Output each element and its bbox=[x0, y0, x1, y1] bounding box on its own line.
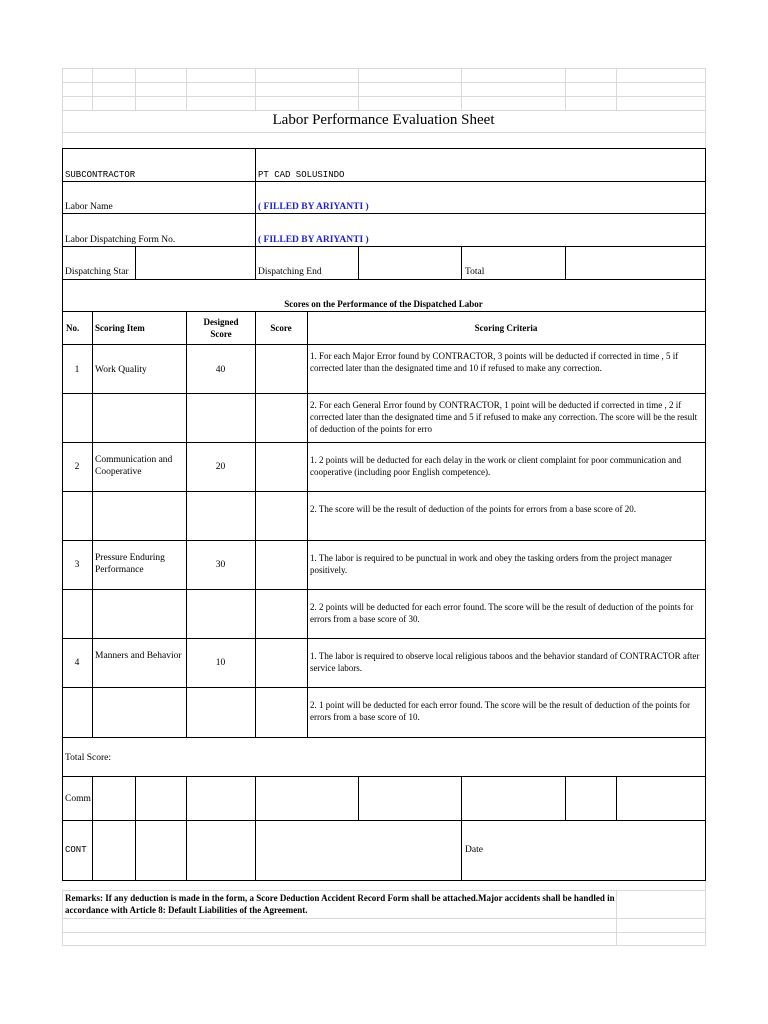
col-divider bbox=[255, 776, 256, 881]
row-divider bbox=[62, 344, 706, 345]
grid-line bbox=[62, 890, 63, 946]
row-divider bbox=[62, 213, 706, 214]
grid-line bbox=[565, 68, 566, 110]
grid-line bbox=[62, 82, 705, 83]
page-title: Labor Performance Evaluation Sheet bbox=[272, 112, 495, 128]
col-divider bbox=[461, 246, 462, 279]
grid-line bbox=[62, 132, 705, 133]
form-no-value: ( FILLED BY ARIYANTI ) bbox=[258, 235, 369, 245]
grid-line bbox=[62, 890, 705, 891]
section-title: Scores on the Performance of the Dispatched Labor bbox=[284, 299, 483, 309]
row-divider bbox=[62, 540, 706, 541]
total-label: Total bbox=[465, 267, 485, 277]
col-divider bbox=[255, 311, 256, 738]
item-name: Communication and Cooperative bbox=[95, 455, 173, 477]
grid-line bbox=[461, 68, 462, 110]
item-name: Manners and Behavior bbox=[95, 651, 182, 661]
col-header-item: Scoring Item bbox=[95, 323, 145, 333]
item-no: 4 bbox=[74, 658, 80, 668]
col-divider bbox=[255, 148, 256, 279]
item-designed-score: 20 bbox=[215, 462, 226, 472]
subcontractor-label: SUBCONTRACTOR bbox=[65, 170, 136, 180]
grid-line bbox=[62, 96, 705, 97]
row-divider bbox=[62, 737, 706, 738]
row-divider bbox=[62, 393, 307, 394]
col-divider bbox=[135, 776, 136, 881]
subrow-divider bbox=[62, 491, 706, 492]
subrow-divider bbox=[307, 393, 706, 394]
row-divider bbox=[62, 246, 706, 247]
grid-line bbox=[62, 110, 705, 111]
col-divider bbox=[358, 776, 359, 820]
col-divider bbox=[358, 246, 359, 279]
grid-line bbox=[358, 68, 359, 110]
table-border bbox=[62, 148, 706, 149]
item-designed-score: 10 bbox=[215, 658, 226, 668]
grid-line bbox=[186, 68, 187, 110]
col-header-score: Score bbox=[270, 323, 292, 333]
table-bottom-border bbox=[62, 880, 706, 881]
col-divider bbox=[186, 776, 187, 881]
item-no: 1 bbox=[74, 365, 80, 375]
row-divider bbox=[62, 776, 706, 777]
col-header-criteria: Scoring Criteria bbox=[474, 323, 538, 333]
item-criteria: 2. 1 point will be deducted for each error found. The score will be the result of deduction of the points for errors from a base score of 10. bbox=[310, 700, 690, 722]
dispatch-end-label: Dispatching End bbox=[258, 267, 322, 277]
row-divider bbox=[62, 820, 706, 821]
remarks-text: Remarks: If any deduction is made in the form, a Score Deduction Accident Record Form shall be attached.Major accidents shall be handled in accordance with Article 8: Default Liabilities of the Agreement. bbox=[65, 893, 615, 915]
item-designed-score: 40 bbox=[215, 365, 226, 375]
col-header-no: No. bbox=[66, 323, 80, 333]
item-criteria: 1. The labor is required to be punctual in work and obey the tasking orders from the project manager positively. bbox=[310, 553, 672, 575]
labor-name-value: ( FILLED BY ARIYANTI ) bbox=[258, 202, 369, 212]
row-divider bbox=[62, 311, 706, 312]
grid-line bbox=[62, 918, 705, 919]
item-criteria: 2. The score will be the result of deduction of the points for errors from a base score of 20. bbox=[310, 504, 636, 514]
evaluation-sheet bbox=[62, 68, 705, 946]
grid-line bbox=[92, 68, 93, 110]
col-divider bbox=[307, 311, 308, 738]
col-divider bbox=[616, 776, 617, 820]
comments-label: Comm bbox=[65, 794, 91, 804]
subrow-divider bbox=[62, 589, 706, 590]
col-divider bbox=[135, 246, 136, 279]
item-name: Pressure Enduring Performance bbox=[95, 553, 165, 575]
row-divider bbox=[62, 181, 706, 182]
grid-line bbox=[62, 945, 705, 946]
row-divider bbox=[62, 442, 706, 443]
form-no-label: Labor Dispatching Form No. bbox=[65, 235, 176, 245]
row-divider bbox=[62, 638, 706, 639]
table-border bbox=[62, 148, 63, 881]
total-score-label: Total Score: bbox=[65, 753, 112, 763]
item-criteria: 1. 2 points will be deducted for each delay in the work or client complaint for poor communication and cooperative (including poor English competence). bbox=[310, 455, 682, 477]
grid-line bbox=[255, 68, 256, 110]
item-criteria: 1. The labor is required to observe local religious taboos and the behavior standard of CONTRACTOR after service labors. bbox=[310, 651, 700, 673]
row-divider bbox=[62, 279, 706, 280]
grid-line bbox=[62, 932, 705, 933]
item-no: 2 bbox=[74, 462, 80, 472]
col-divider bbox=[92, 311, 93, 738]
date-label: Date bbox=[465, 845, 483, 855]
grid-line bbox=[62, 68, 63, 148]
item-criteria: 2. For each General Error found by CONTRACTOR, 1 point will be deducted if corrected in time , 2 if corrected later than the designated time and 5 if refused to make any correction. The score will be the result of deduction of the points for erro bbox=[310, 400, 698, 434]
col-divider bbox=[92, 776, 93, 881]
table-border bbox=[705, 148, 706, 881]
subcontractor-value: PT CAD SOLUSINDO bbox=[258, 170, 345, 180]
col-divider bbox=[565, 246, 566, 279]
grid-line bbox=[62, 68, 705, 69]
subrow-divider bbox=[62, 687, 706, 688]
col-header-designed: Designed Score bbox=[203, 317, 239, 339]
col-divider bbox=[565, 776, 566, 820]
item-criteria: 1. For each Major Error found by CONTRACTOR, 3 points will be deducted if corrected in time , 5 if corrected later than the designated time and 10 if refused to make any correction. bbox=[310, 351, 679, 373]
contractor-label: CONT bbox=[65, 845, 87, 855]
item-designed-score: 30 bbox=[215, 560, 226, 570]
item-no: 3 bbox=[74, 560, 80, 570]
dispatch-start-label: Dispatching Star bbox=[65, 267, 129, 277]
col-divider bbox=[461, 776, 462, 881]
grid-line bbox=[616, 68, 617, 110]
item-name: Work Quality bbox=[95, 365, 147, 375]
item-criteria: 2. 2 points will be deducted for each error found. The score will be the result of deduction of the points for errors from a base score of 30. bbox=[310, 602, 694, 624]
grid-line bbox=[135, 68, 136, 110]
labor-name-label: Labor Name bbox=[65, 202, 113, 212]
